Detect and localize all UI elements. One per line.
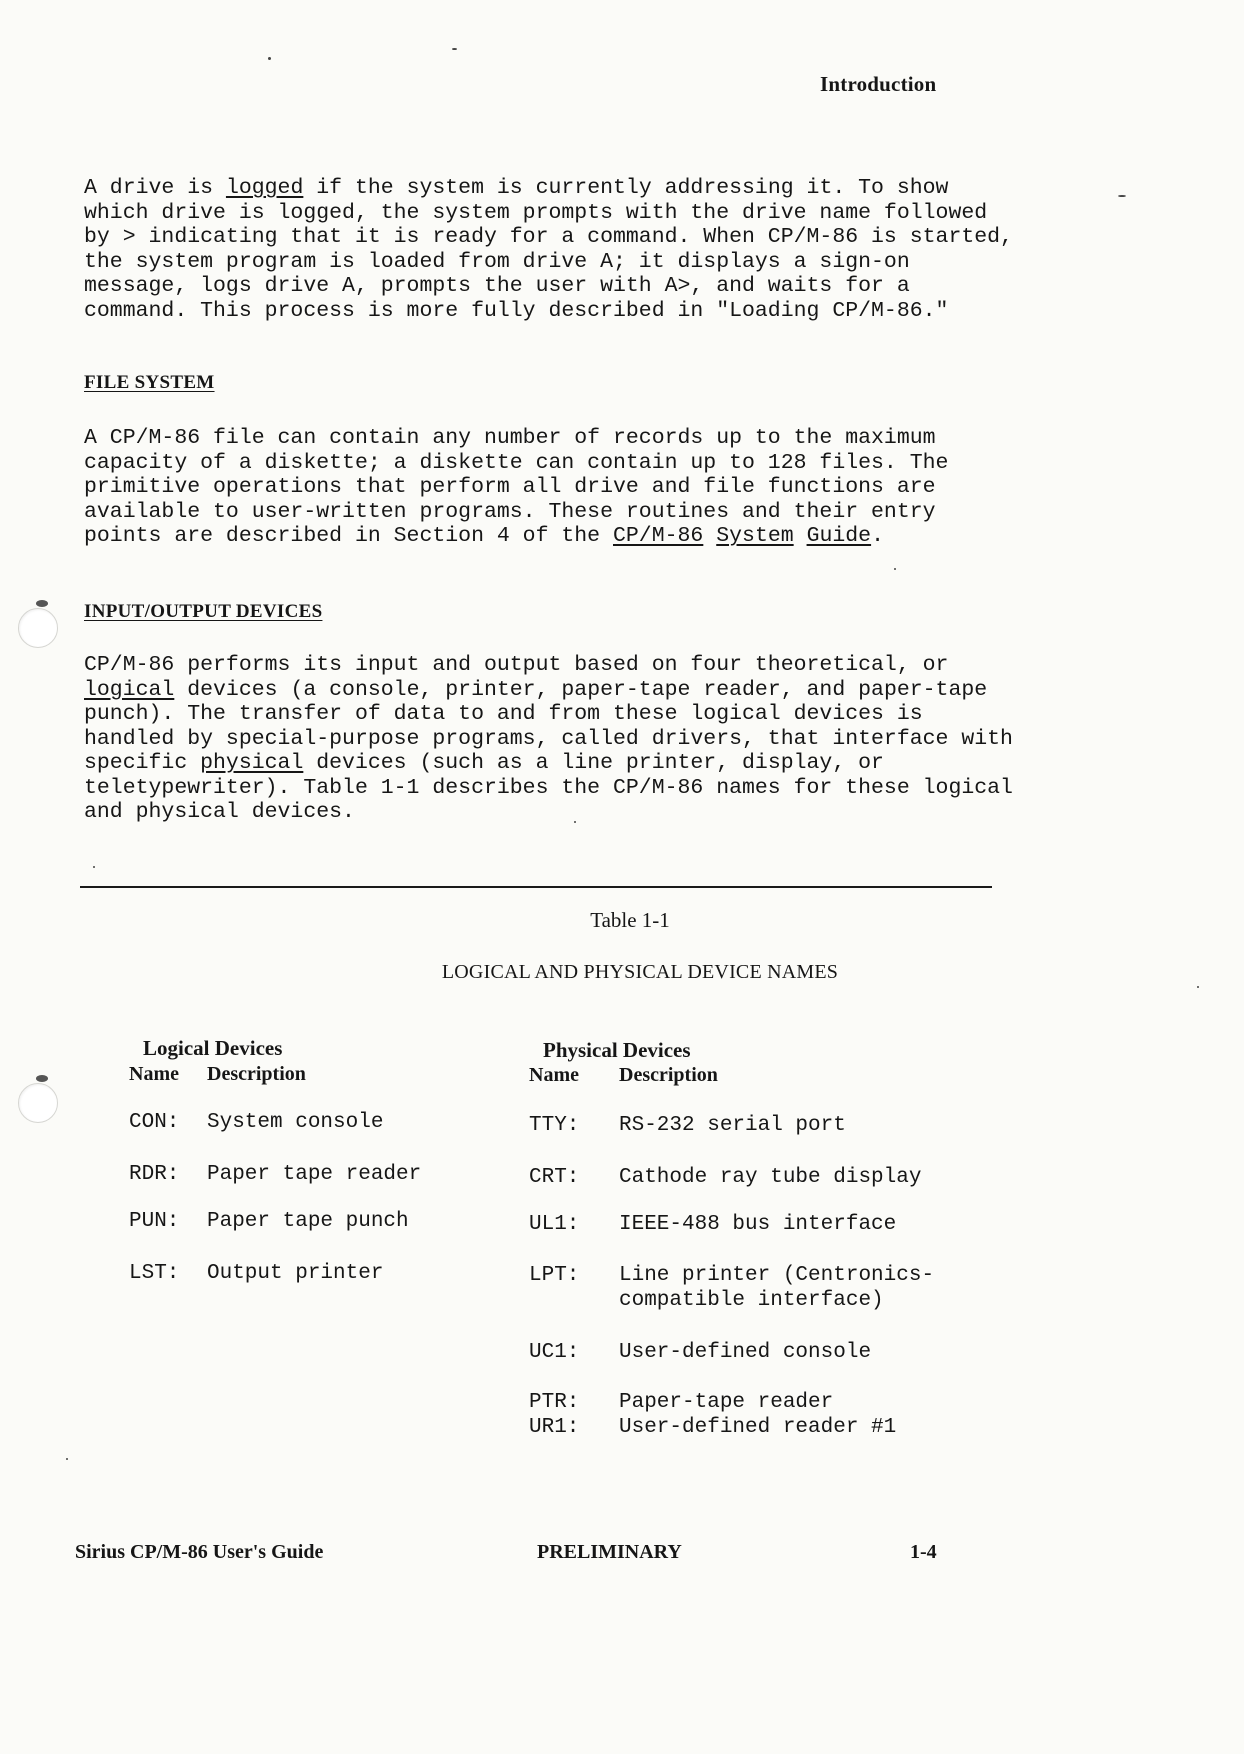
io-text-part2: devices (a console, printer, paper-tape reader, and paper-tape punch). The transfer of data to and from these logical devices is handled by special-purpose programs, called drivers, that interface with specific <box>84 677 1013 775</box>
term-physical: physical <box>200 751 304 775</box>
physical-row-description: Line printer (Centronics- <box>619 1264 935 1287</box>
scan-speck <box>1197 986 1199 988</box>
physical-devices-heading: Physical Devices <box>543 1038 691 1062</box>
physical-row-name: UR1: <box>529 1416 580 1439</box>
physical-row-description: IEEE-488 bus interface <box>619 1213 897 1236</box>
ref-cpm86: CP/M-86 <box>613 524 704 548</box>
physical-description-label: Description <box>619 1064 718 1086</box>
file-system-text-end: . <box>871 524 884 548</box>
physical-row-name: UL1: <box>529 1213 580 1236</box>
ref-system: System <box>716 524 794 548</box>
ref-guide: Guide <box>806 524 872 548</box>
term-logged: logged <box>225 176 304 200</box>
table-number: Table 1-1 <box>590 908 670 932</box>
footer-left: Sirius CP/M-86 User's Guide <box>75 1541 324 1563</box>
logical-row-description: Output printer <box>207 1262 384 1285</box>
logical-devices-heading: Logical Devices <box>143 1036 283 1060</box>
logical-row-description: Paper tape reader <box>207 1163 422 1186</box>
logical-row-description: Paper tape punch <box>207 1210 409 1233</box>
logical-row-name: LST: <box>129 1262 180 1285</box>
term-logical: logical <box>84 677 175 702</box>
io-devices-paragraph <box>84 653 1024 825</box>
table-title: LOGICAL AND PHYSICAL DEVICE NAMES <box>441 961 839 983</box>
scan-speck <box>36 600 48 607</box>
io-text-part1: CP/M-86 performs its input and output based on four theoretical, or <box>84 653 949 677</box>
scan-speck <box>268 57 271 60</box>
file-system-paragraph <box>84 426 1024 549</box>
physical-row-name: UC1: <box>529 1341 580 1364</box>
scan-speck <box>574 821 576 823</box>
physical-name-label: Name <box>529 1064 579 1086</box>
binder-hole <box>18 608 58 648</box>
scan-speck <box>894 568 896 570</box>
scan-speck <box>452 48 457 50</box>
logical-row-name: CON: <box>129 1111 180 1134</box>
scan-speck <box>36 1075 48 1082</box>
io-devices-heading: INPUT/OUTPUT DEVICES <box>84 601 323 622</box>
physical-row-description: Cathode ray tube display <box>619 1166 922 1189</box>
physical-row-name: LPT: <box>529 1264 580 1287</box>
logical-description-label: Description <box>207 1063 306 1085</box>
physical-row-name: PTR: <box>529 1391 580 1414</box>
physical-row-name: CRT: <box>529 1166 580 1189</box>
intro-text-part2: if the system is currently addressing it. To show which drive is logged, the system prompts with the drive name followed by > indicating that it is ready for a command. When CP/M-86 is started, the system program is loaded from drive A; it displays a sign-on message, logs drive A, prompts the user with A>, and waits for a command. This process is more fully described in "Loading CP/M-86." <box>84 176 1013 323</box>
physical-row-description: Paper-tape reader <box>619 1391 834 1414</box>
physical-row-name: TTY: <box>529 1114 580 1137</box>
file-system-text: A CP/M-86 file can contain any number of records up to the maximum capacity of a diskette; a diskette can contain up to 128 files. The primitive operations that perform all drive and file functions are available to user-written programs. These routines and their entry points are described in Section 4 of the <box>84 426 949 548</box>
intro-paragraph <box>84 176 1024 323</box>
physical-row-description: User-defined console <box>619 1341 872 1364</box>
scan-speck <box>93 866 95 868</box>
physical-row-description: User-defined reader #1 <box>619 1416 897 1439</box>
footer-center: PRELIMINARY <box>537 1541 682 1563</box>
intro-text-part1: A drive is <box>84 176 226 200</box>
scan-speck <box>1118 195 1126 197</box>
horizontal-rule <box>80 886 992 888</box>
binder-hole <box>18 1083 58 1123</box>
logical-row-description: System console <box>207 1111 384 1134</box>
logical-row-name: PUN: <box>129 1210 180 1233</box>
page-header-title: Introduction <box>820 72 937 96</box>
scan-speck <box>66 1458 68 1460</box>
footer-page-number: 1-4 <box>910 1541 937 1563</box>
logical-row-name: RDR: <box>129 1163 180 1186</box>
io-text-part3: devices (such as a line printer, display, or teletypewriter). Table 1-1 describes the CP/M-86 names for these logical and physical devices. <box>84 751 1013 824</box>
logical-name-label: Name <box>129 1063 179 1085</box>
physical-row-description: RS-232 serial port <box>619 1114 846 1137</box>
file-system-heading: FILE SYSTEM <box>84 372 215 393</box>
physical-row-description-cont: compatible interface) <box>619 1289 884 1312</box>
